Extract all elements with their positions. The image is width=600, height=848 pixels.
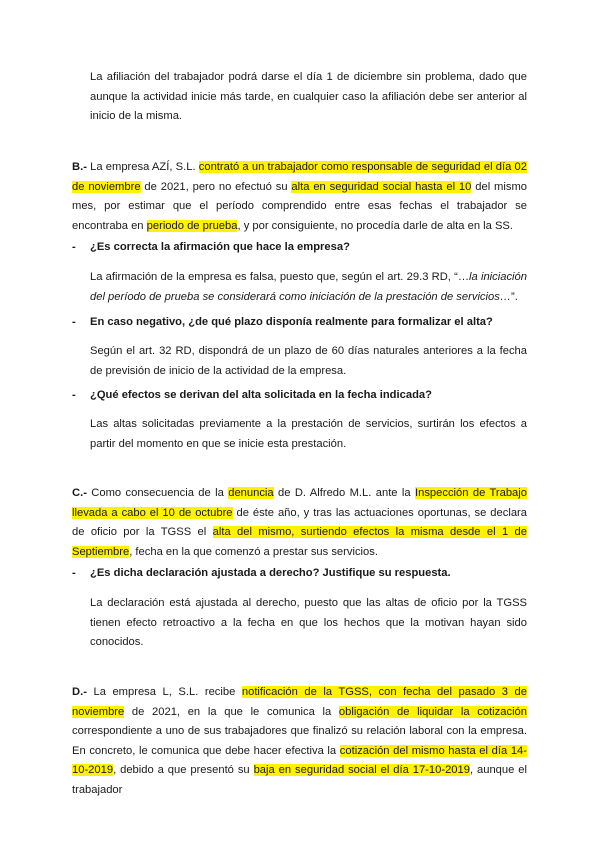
answer-3-text: Las altas solicitadas previamente a la prestación de servicios, surtirán los efectos a partir del momento en que se inicie esta prestación.	[90, 418, 527, 450]
section-c-text-1: Como consecuencia de la	[86, 487, 229, 499]
section-c-highlight-2: Inspección de Trabajo llevada a cabo el 10 de octubre	[72, 487, 527, 519]
question-2-text: En caso negativo, ¿de qué plazo disponía realmente para formalizar el alta?	[90, 316, 493, 328]
section-d-text-4: , debido a que presentó su	[113, 764, 254, 777]
question-3	[72, 386, 532, 406]
section-c-text-4: , fecha en la que comenzó a prestar sus servicios.	[129, 545, 378, 558]
section-d-highlight-4: baja en seguridad social el día 17-10-2019	[253, 764, 470, 777]
answer-2-text: Según el art. 32 RD, dispondrá de un plazo de 60 días naturales anteriores a la fecha de previsión de inicio de la actividad de la empresa.	[90, 345, 527, 377]
bullet-dash: -	[72, 567, 76, 579]
section-d-text-1: La empresa L, S.L. recibe	[86, 686, 242, 698]
section-d-highlight-3: cotización del mismo hasta el día 14-10-2019	[72, 744, 527, 777]
section-b-highlight-1: contrató a un trabajador como responsable de seguridad el día 02 de noviembre	[72, 161, 527, 193]
section-c-highlight-1: denuncia	[228, 487, 274, 499]
question-2	[72, 313, 532, 333]
section-d-label: D.-	[72, 686, 87, 698]
section-b-highlight-3: periodo de prueba	[146, 219, 238, 232]
section-b-paragraph	[72, 158, 527, 236]
section-d-highlight-2: obligación de liquidar la cotización	[338, 705, 527, 718]
answer-2-paragraph	[90, 342, 527, 381]
bullet-dash: -	[72, 241, 76, 253]
section-b-label: B.-	[72, 161, 87, 173]
answer-1-paragraph	[90, 268, 527, 307]
answer-4-paragraph	[90, 594, 527, 653]
section-c-text-2: de D. Alfredo M.L. ante la	[273, 487, 415, 499]
section-c-paragraph	[72, 484, 527, 562]
answer-3-paragraph	[90, 415, 527, 454]
section-d-text-2: de 2021, en la que le comunica la	[124, 705, 339, 718]
answer-1-quote: la iniciación del período de prueba se considerará como iniciación de la prestación de servicios…	[90, 271, 527, 303]
section-b-text-2: de 2021, pero no efectuó su	[140, 180, 292, 193]
question-4-text: ¿Es dicha declaración ajustada a derecho? Justifique su respuesta.	[90, 567, 451, 579]
section-c-highlight-3: alta del mismo, surtiendo efectos la misma desde el 1 de Septiembre	[72, 526, 527, 558]
answer-1-text-2: ”.	[511, 290, 518, 303]
section-d-paragraph	[72, 683, 527, 801]
answer-1-text-1: La afirmación de la empresa es falsa, puesto que, según el art. 29.3 RD, “…	[90, 271, 470, 283]
section-d-text-5: , aunque el trabajador	[72, 764, 527, 796]
section-c-label: C.-	[72, 487, 87, 499]
bullet-dash: -	[72, 389, 76, 401]
bullet-dash: -	[72, 316, 76, 328]
section-c-text-3: de éste año, y tras las actuaciones oportunas, se declara de oficio por la TGSS el	[72, 506, 527, 539]
question-4	[72, 564, 532, 584]
section-b-text-1: La empresa AZÍ, S.L.	[86, 161, 199, 173]
section-d-highlight-1: notificación de la TGSS, con fecha del pasado 3 de noviembre	[72, 686, 527, 718]
section-b-text-4: , y por consiguiente, no procedía darle de alta en la SS.	[237, 219, 513, 232]
section-b-text-3: del mismo mes, por estimar que el período comprendido entre esas fechas el trabajador se encontraba en	[72, 180, 527, 232]
section-b-highlight-2: alta en seguridad social hasta el 10	[291, 180, 472, 193]
question-1	[72, 238, 532, 258]
section-d-text-3: correspondiente a uno de sus trabajadores que finalizó su relación laboral con la empresa. En concreto, le comunica que debe hacer efectiva la	[72, 725, 527, 757]
question-3-text: ¿Qué efectos se derivan del alta solicitada en la fecha indicada?	[90, 389, 432, 401]
intro-paragraph	[90, 68, 527, 127]
question-1-text: ¿Es correcta la afirmación que hace la empresa?	[90, 241, 350, 253]
intro-text: La afiliación del trabajador podrá darse el día 1 de diciembre sin problema, dado que aunque la actividad inicie más tarde, en cualquier caso la afiliación debe ser anterior al inicio de la misma.	[90, 71, 527, 123]
answer-4-text: La declaración está ajustada al derecho, puesto que las altas de oficio por la TGSS tienen efecto retroactivo a la fecha en que los hechos que la motivan hayan sido conocidos.	[90, 597, 527, 649]
